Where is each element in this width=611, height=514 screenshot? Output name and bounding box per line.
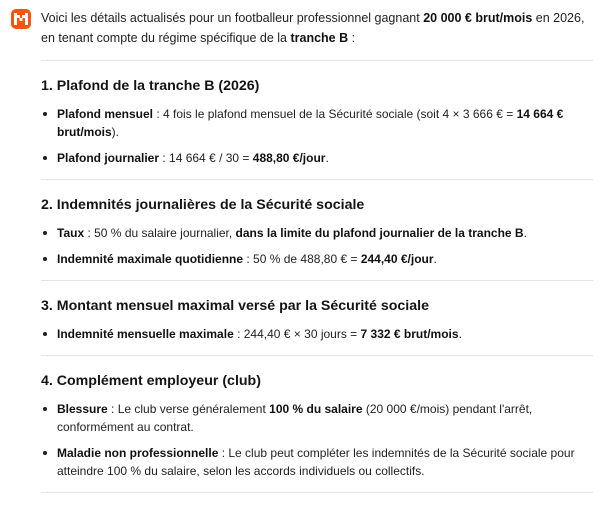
- bullet-icon: [43, 231, 47, 235]
- item-text-end: (20 000 €/mois) pendant l'arrêt, conformément au contrat.: [57, 402, 533, 434]
- list-item: [41, 224, 601, 242]
- intro-text: Voici les détails actualisés pour un footballeur professionnel gagnant: [41, 11, 424, 25]
- item-text-end: .: [458, 327, 462, 341]
- intro-paragraph: [41, 8, 601, 48]
- list-item: [41, 444, 601, 480]
- section-title: 1. Plafond de la tranche B (2026): [41, 78, 260, 94]
- item-text: : Le club verse généralement: [107, 402, 270, 416]
- bullet-icon: [43, 451, 47, 455]
- bullet-icon: [43, 257, 47, 261]
- list-item: [41, 105, 601, 141]
- item-label: Plafond mensuel: [57, 107, 154, 121]
- intro-tranche: tranche B: [290, 31, 349, 45]
- item-text-end: .: [523, 226, 527, 240]
- item-label: Indemnité maximale quotidienne: [57, 252, 244, 266]
- item-emphasis: 244,40 €/jour: [360, 252, 434, 266]
- item-emphasis: 7 332 € brut/mois: [360, 327, 459, 341]
- item-emphasis: 488,80 €/jour: [252, 151, 326, 165]
- item-label: Taux: [57, 226, 85, 240]
- divider: [41, 355, 593, 356]
- bullet-icon: [43, 112, 47, 116]
- intro-text: :: [348, 31, 356, 45]
- bullet-list: [41, 105, 601, 167]
- bullet-list: [41, 400, 601, 480]
- list-item: [41, 250, 601, 268]
- section-title: 4. Complément employeur (club): [41, 373, 261, 389]
- item-text: : Le club peut compléter les indemnités de la Sécurité sociale pour atteindre 100 % du salaire, selon les accords individuels ou collectifs.: [57, 446, 575, 478]
- assistant-logo-icon: [11, 9, 31, 29]
- section-title: 2. Indemnités journalières de la Sécurité sociale: [41, 197, 365, 213]
- list-item: [41, 149, 601, 167]
- section-title: 3. Montant mensuel maximal versé par la Sécurité sociale: [41, 298, 429, 314]
- intro-salary: 20 000 € brut/mois: [423, 11, 533, 25]
- item-emphasis: 100 % du salaire: [269, 402, 363, 416]
- divider: [41, 280, 593, 281]
- item-label: Blessure: [57, 402, 108, 416]
- bullet-icon: [43, 156, 47, 160]
- divider: [41, 492, 593, 493]
- bullet-list: [41, 325, 601, 343]
- item-text: : 50 % de 488,80 € =: [243, 252, 361, 266]
- divider: [41, 179, 593, 180]
- assistant-message: [41, 8, 601, 493]
- item-label: Indemnité mensuelle maximale: [57, 327, 234, 341]
- bullet-icon: [43, 407, 47, 411]
- list-item: [41, 325, 601, 343]
- item-label: Maladie non professionnelle: [57, 446, 219, 460]
- item-text: : 14 664 € / 30 =: [159, 151, 253, 165]
- divider: [41, 60, 593, 61]
- item-text: : 50 % du salaire journalier,: [84, 226, 236, 240]
- item-text: : 244,40 € × 30 jours =: [233, 327, 361, 341]
- item-label: Plafond journalier: [57, 151, 160, 165]
- list-item: [41, 400, 601, 436]
- item-text-end: ).: [111, 125, 120, 139]
- item-emphasis: 14 664 € brut/mois: [57, 107, 564, 139]
- item-text-end: .: [325, 151, 329, 165]
- item-emphasis: dans la limite du plafond journalier de la tranche B: [235, 226, 524, 240]
- bullet-list: [41, 224, 601, 268]
- item-text: : 4 fois le plafond mensuel de la Sécurité sociale (soit 4 × 3 666 € =: [153, 107, 517, 121]
- intro-text: en 2026, en tenant compte du régime spécifique de la: [41, 11, 585, 45]
- bullet-icon: [43, 332, 47, 336]
- item-text-end: .: [433, 252, 437, 266]
